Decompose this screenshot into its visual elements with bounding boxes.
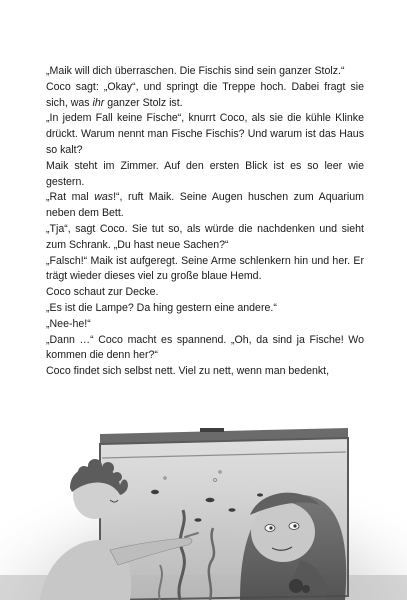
emphasis: was xyxy=(94,191,114,204)
paragraph: „Nee-he!“ xyxy=(46,317,91,330)
paragraph: „Es ist die Lampe? Da hing gestern eine andere.“ xyxy=(46,301,277,314)
paragraph: „Maik will dich überraschen. Die Fischis sind sein ganzer Stolz.“ xyxy=(46,65,345,77)
paragraph: Coco schaut zur Decke. xyxy=(46,286,159,299)
paragraph: „Falsch!“ Maik ist aufgeregt. Seine Arme schlenkern hin und her. Er trägt wieder dieses viel zu große blaue Hemd. xyxy=(46,254,364,283)
emphasis: ihr xyxy=(92,96,105,109)
paragraph: Maik steht im Zimmer. Auf den ersten Blick ist es so leer wie gestern. xyxy=(46,159,364,188)
paragraph: „In jedem Fall keine Fische“, knurrt Coco, als sie die kühle Klinke drückt. Warum nennt man Fische Fischis? Und warum ist das Haus so kalt? xyxy=(46,112,364,156)
paragraph: Coco sagt: „Okay“, und springt die Treppe hoch. Dabei fragt sie sich, was ihr ganzer Stolz ist. xyxy=(46,80,364,109)
aquarium-lid-slot xyxy=(200,428,224,432)
paragraph: Coco findet sich selbst nett. Viel zu nett, wenn man bedenkt, xyxy=(46,365,330,378)
story-text xyxy=(46,64,364,380)
paragraph: „Tja“, sagt Coco. Sie tut so, als würde die nachdenken und sieht zum Schrank. „Du hast neue Sachen?“ xyxy=(46,222,364,251)
paragraph: „Rat mal was!“, ruft Maik. Seine Augen huschen zum Aquarium neben dem Bett. xyxy=(46,191,364,220)
paragraph: „Dann …“ Coco macht es spannend. „Oh, da sind ja Fische! Wo kommen die denn her?“ xyxy=(46,333,364,362)
aquarium-illustration xyxy=(0,400,407,600)
